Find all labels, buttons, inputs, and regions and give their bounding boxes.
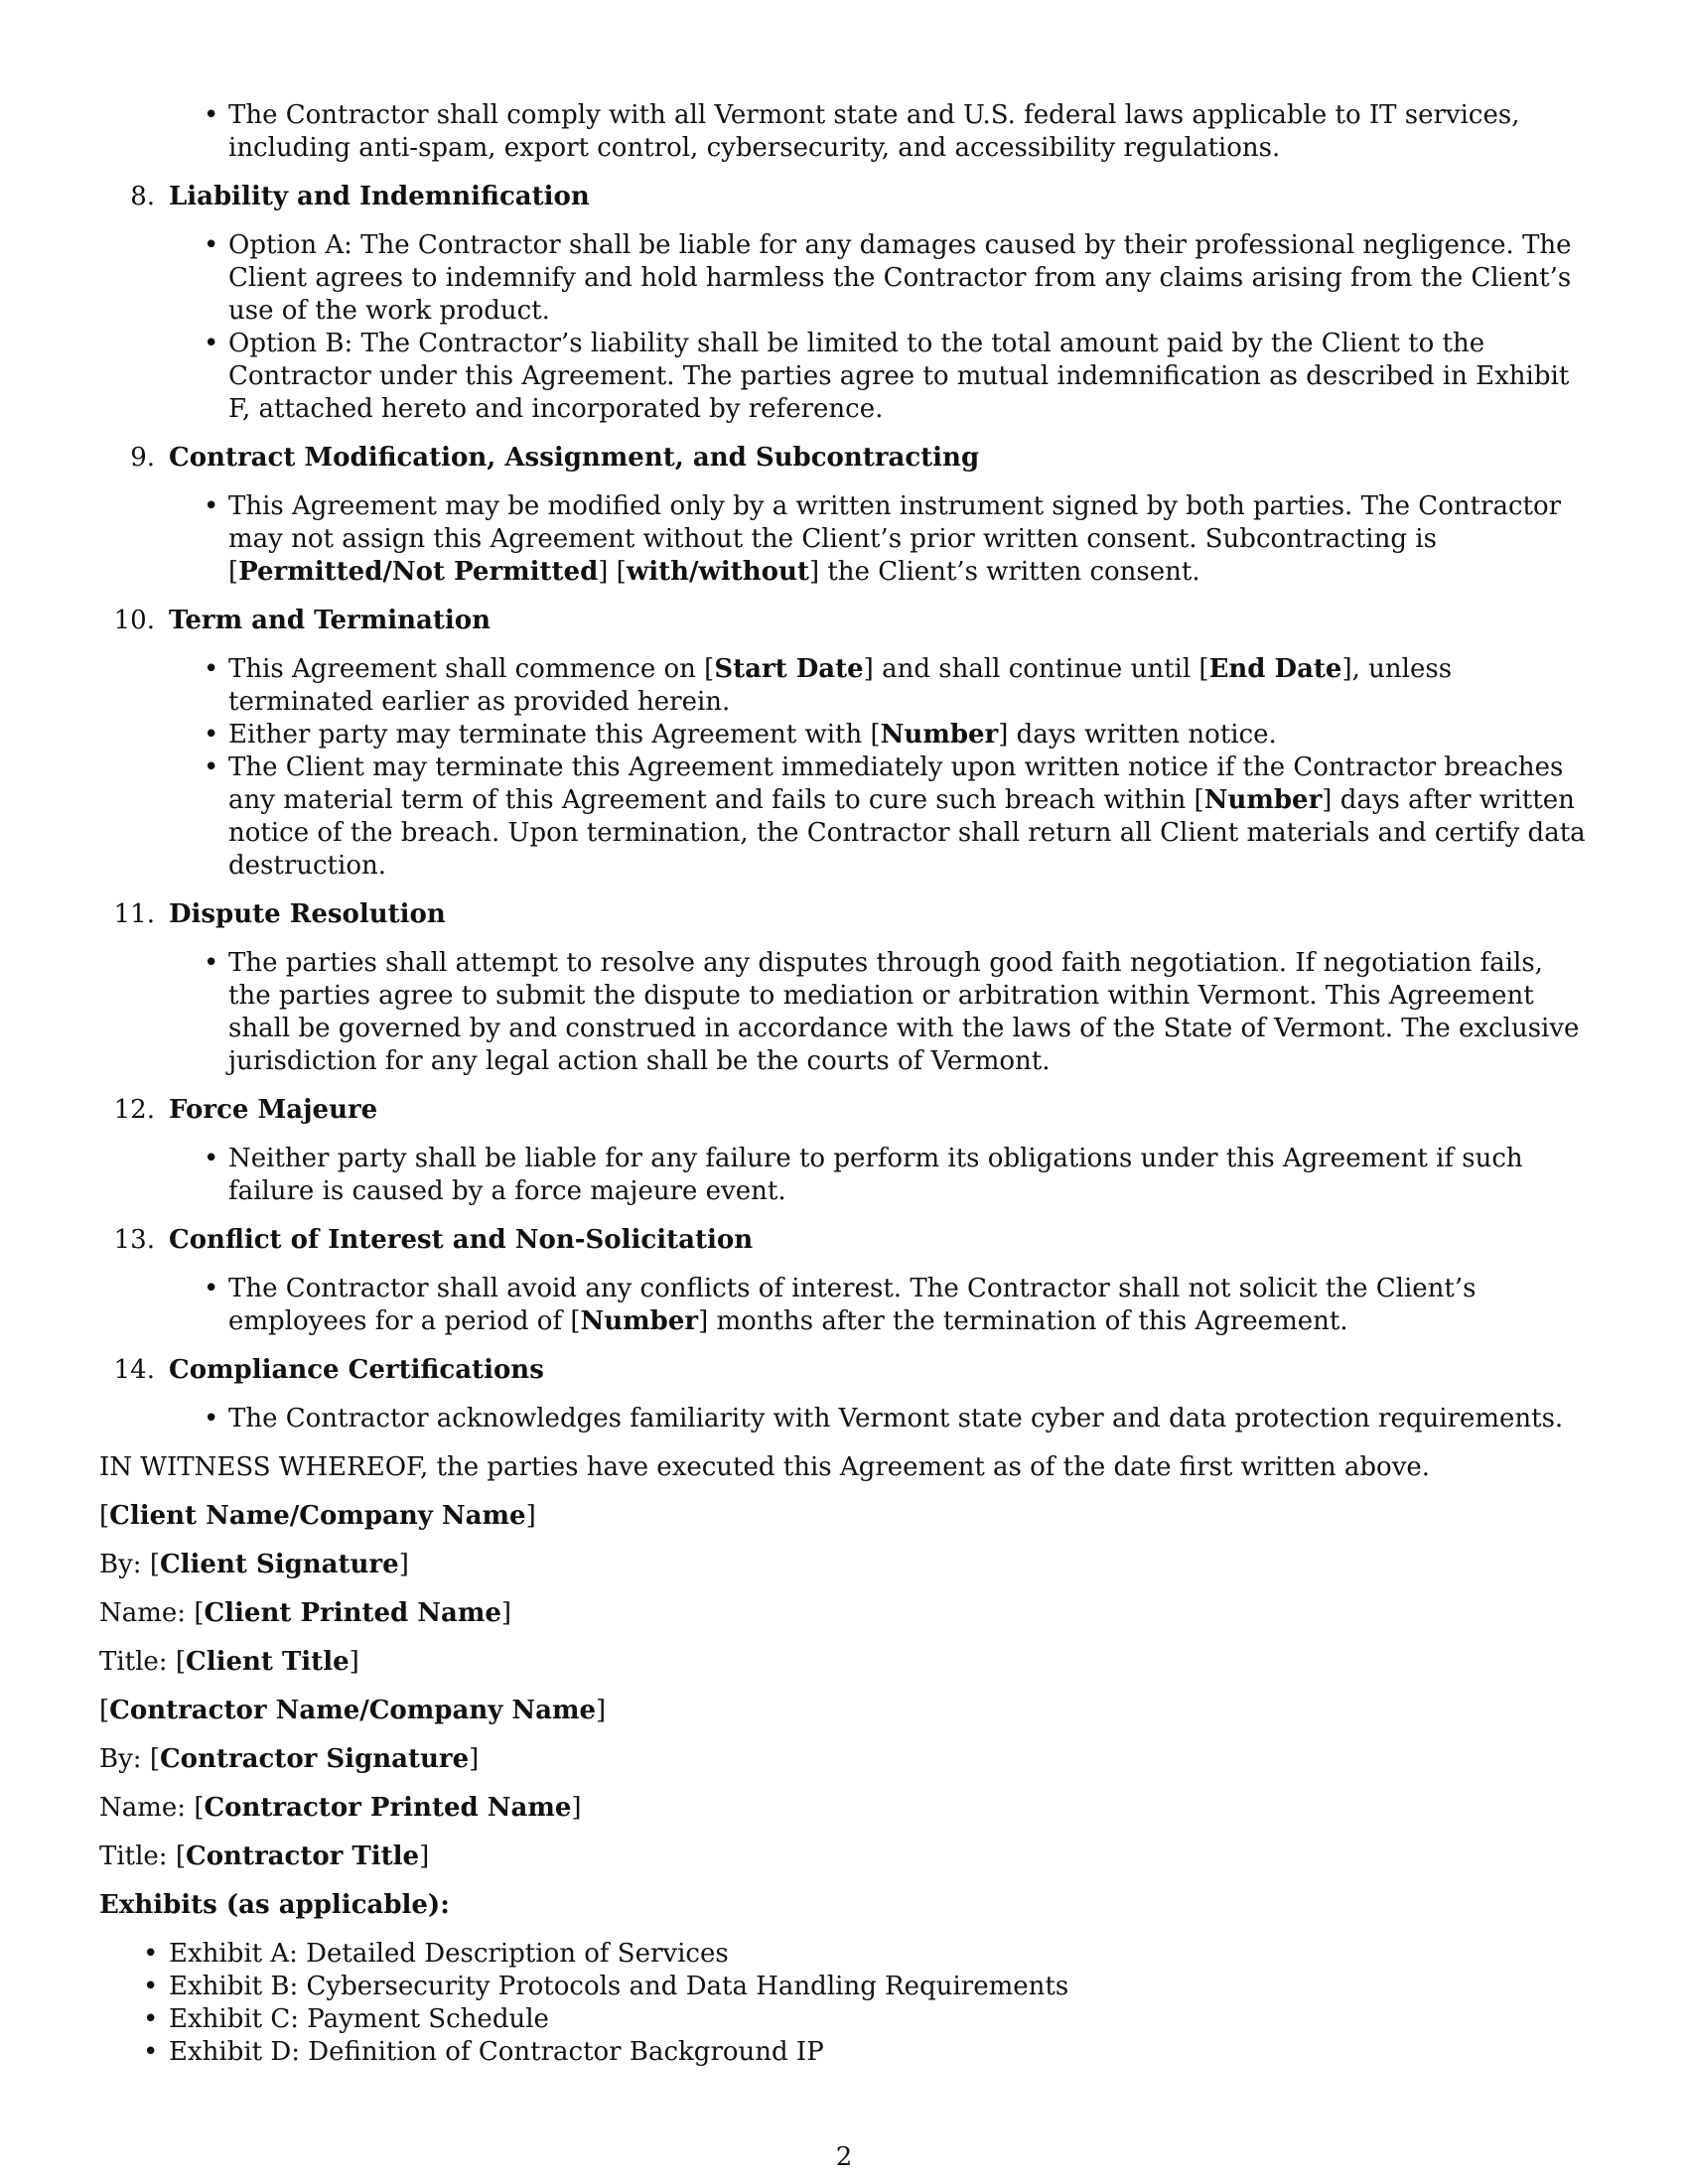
section-list — [99, 490, 1589, 589]
exhibit-item: • Exhibit B: Cybersecurity Protocols and Data Handling Requirements — [99, 1971, 1589, 2003]
list-item: • Neither party shall be liable for any failure to perform its obligations under this Agreement if such failure is caused by a force majeure event. — [99, 1143, 1589, 1208]
section-heading — [99, 898, 1589, 931]
section-heading — [99, 442, 1589, 475]
exhibit-item: • Exhibit D: Definition of Contractor Background IP — [99, 2036, 1589, 2069]
section-heading — [99, 605, 1589, 637]
label: By: — [99, 1744, 150, 1774]
section-list — [99, 229, 1589, 426]
text: days written notice. — [1008, 720, 1277, 750]
section-heading — [99, 1094, 1589, 1127]
section-number: 12. — [113, 1095, 155, 1125]
section-conflict — [99, 1224, 1589, 1338]
list-item: • The parties shall attempt to resolve any disputes through good faith negotiation. If negotiation fails, the parties agree to submit the dispute to mediation or arbitration within Vermont. This Agreement shall be governed by and construed in accordance with the laws of the State of Vermont. The exclusive jurisdiction for any legal action shall be the courts of Vermont. — [99, 947, 1589, 1078]
exhibits-heading: Exhibits (as applicable): — [99, 1890, 450, 1920]
section-list — [99, 1403, 1589, 1435]
text: the Client’s written consent. — [819, 557, 1200, 587]
placeholder-start-date: Start Date — [714, 654, 864, 684]
section-heading — [99, 1224, 1589, 1257]
section-force-majeure — [99, 1094, 1589, 1208]
text: and shall continue until — [873, 654, 1199, 684]
placeholder-end-date: End Date — [1208, 654, 1342, 684]
contractor-signature-placeholder: Contractor Signature — [159, 1744, 470, 1774]
contractor-name-line: Name: [Contractor Printed Name] — [99, 1793, 582, 1823]
list-item: • The Client may terminate this Agreement immediately upon written notice if the Contractor breaches any material term of this Agreement and fails to cure such breach within [Number] days after written notice of the breach. Upon termination, the Contractor shall return all Client materials and certify data destruction. — [99, 751, 1589, 883]
client-company-placeholder: Client Name/Company Name — [109, 1501, 526, 1531]
text: , unless terminated earlier as provided herein. — [228, 654, 1453, 717]
list-item: • This Agreement may be modified only by a written instrument signed by both parties. The Contractor may not assign this Agreement without the Client’s prior written consent. Subcontracting is [Permitted/Not Permitted] [with/without] the Client’s written consent. — [99, 490, 1589, 589]
section-number: 13. — [113, 1225, 155, 1255]
client-name-line: Name: [Client Printed Name] — [99, 1598, 512, 1628]
document-page — [99, 99, 1589, 2069]
contractor-signature-line: By: [Contractor Signature] — [99, 1744, 480, 1774]
list-item: • Either party may terminate this Agreement with [Number] days written notice. — [99, 719, 1589, 751]
label: Name: — [99, 1598, 195, 1628]
section-title: Force Majeure — [169, 1095, 378, 1125]
section-list — [99, 653, 1589, 883]
text: This Agreement may be modified only by a written instrument signed by both parties. The Contractor may not assign this Agreement without the Client’s prior written consent. Subcontracting is — [228, 491, 1562, 554]
section-term — [99, 605, 1589, 883]
section-list — [99, 1143, 1589, 1208]
contractor-printed-name-placeholder: Contractor Printed Name — [204, 1793, 572, 1823]
client-title-placeholder: Client Title — [186, 1647, 350, 1677]
section-title: Dispute Resolution — [169, 899, 446, 929]
placeholder-consent: with/without — [626, 557, 809, 587]
compliance-list — [99, 99, 1589, 165]
section-list — [99, 947, 1589, 1078]
section-modification — [99, 442, 1589, 589]
section-number: 10. — [113, 606, 155, 635]
list-item: • The Contractor acknowledges familiarity with Vermont state cyber and data protection requirements. — [99, 1403, 1589, 1435]
section-number: 9. — [130, 443, 155, 473]
section-number: 8. — [130, 182, 155, 211]
text: days after written notice of the breach. Upon termination, the Contractor shall return all Client materials and certify data destruction. — [228, 785, 1586, 881]
section-title: Contract Modification, Assignment, and Subcontracting — [169, 443, 980, 473]
placeholder-number: Number — [880, 720, 999, 750]
section-title: Term and Termination — [169, 606, 492, 635]
list-item: • The Contractor shall avoid any conflicts of interest. The Contractor shall not solicit the Client’s employees for a period of [Number] months after the termination of this Agreement. — [99, 1273, 1589, 1338]
section-list — [99, 1273, 1589, 1338]
section-title: Conflict of Interest and Non-Solicitation — [169, 1225, 754, 1255]
label: Title: — [99, 1647, 176, 1677]
text: Either party may terminate this Agreement with — [228, 720, 871, 750]
placeholder-subcontracting: Permitted/Not Permitted — [238, 557, 599, 587]
compliance-bullet: • The Contractor shall comply with all Vermont state and U.S. federal laws applicable to IT services, including anti-spam, export control, cybersecurity, and accessibility regulations. — [99, 99, 1589, 165]
list-item: • This Agreement shall commence on [Start Date] and shall continue until [End Date], unless terminated earlier as provided herein. — [99, 653, 1589, 719]
contractor-company-placeholder: Contractor Name/Company Name — [109, 1696, 597, 1725]
section-compliance — [99, 1354, 1589, 1435]
exhibits-list — [99, 1938, 1589, 2069]
placeholder-number: Number — [1203, 785, 1323, 815]
section-heading — [99, 1354, 1589, 1387]
contractor-title-line: Title: [Contractor Title] — [99, 1842, 430, 1871]
section-title: Compliance Certifications — [169, 1355, 544, 1385]
client-signature-placeholder: Client Signature — [159, 1550, 399, 1579]
page-number: 2 — [835, 2142, 853, 2172]
section-title: Liability and Indemnification — [169, 182, 590, 211]
placeholder-number: Number — [580, 1306, 699, 1336]
list-item: • Option B: The Contractor’s liability shall be limited to the total amount paid by the Client to the Contractor under this Agreement. The parties agree to mutual indemnification as described in Exhibit F, attached hereto and incorporated by reference. — [99, 328, 1589, 426]
text: The Client may terminate this Agreement immediately upon written notice if the Contractor breaches any material term of this Agreement and fails to cure such breach within — [228, 752, 1564, 815]
text: This Agreement shall commence on — [228, 654, 705, 684]
section-liability — [99, 181, 1589, 426]
text: months after the termination of this Agreement. — [708, 1306, 1348, 1336]
section-dispute — [99, 898, 1589, 1078]
section-number: 11. — [113, 899, 155, 929]
client-title-line: Title: [Client Title] — [99, 1647, 359, 1677]
list-item: • Option A: The Contractor shall be liable for any damages caused by their professional negligence. The Client agrees to indemnify and hold harmless the Contractor from any claims arising from the Client’s use of the work product. — [99, 229, 1589, 328]
exhibit-item: • Exhibit A: Detailed Description of Services — [99, 1938, 1589, 1971]
label: Name: — [99, 1793, 195, 1823]
client-company: [Client Name/Company Name] — [99, 1501, 536, 1531]
exhibit-item: • Exhibit C: Payment Schedule — [99, 2003, 1589, 2036]
contractor-title-placeholder: Contractor Title — [186, 1842, 420, 1871]
witness-statement: IN WITNESS WHEREOF, the parties have executed this Agreement as of the date first written above. — [99, 1452, 1431, 1482]
section-number: 14. — [113, 1355, 155, 1385]
label: Title: — [99, 1842, 176, 1871]
label: By: — [99, 1550, 150, 1579]
client-signature-line: By: [Client Signature] — [99, 1550, 409, 1579]
text: The Contractor shall avoid any conflicts of interest. The Contractor shall not solicit the Client’s employees for a period of — [228, 1274, 1477, 1336]
contractor-company: [Contractor Name/Company Name] — [99, 1696, 607, 1725]
client-printed-name-placeholder: Client Printed Name — [204, 1598, 501, 1628]
section-heading — [99, 181, 1589, 213]
